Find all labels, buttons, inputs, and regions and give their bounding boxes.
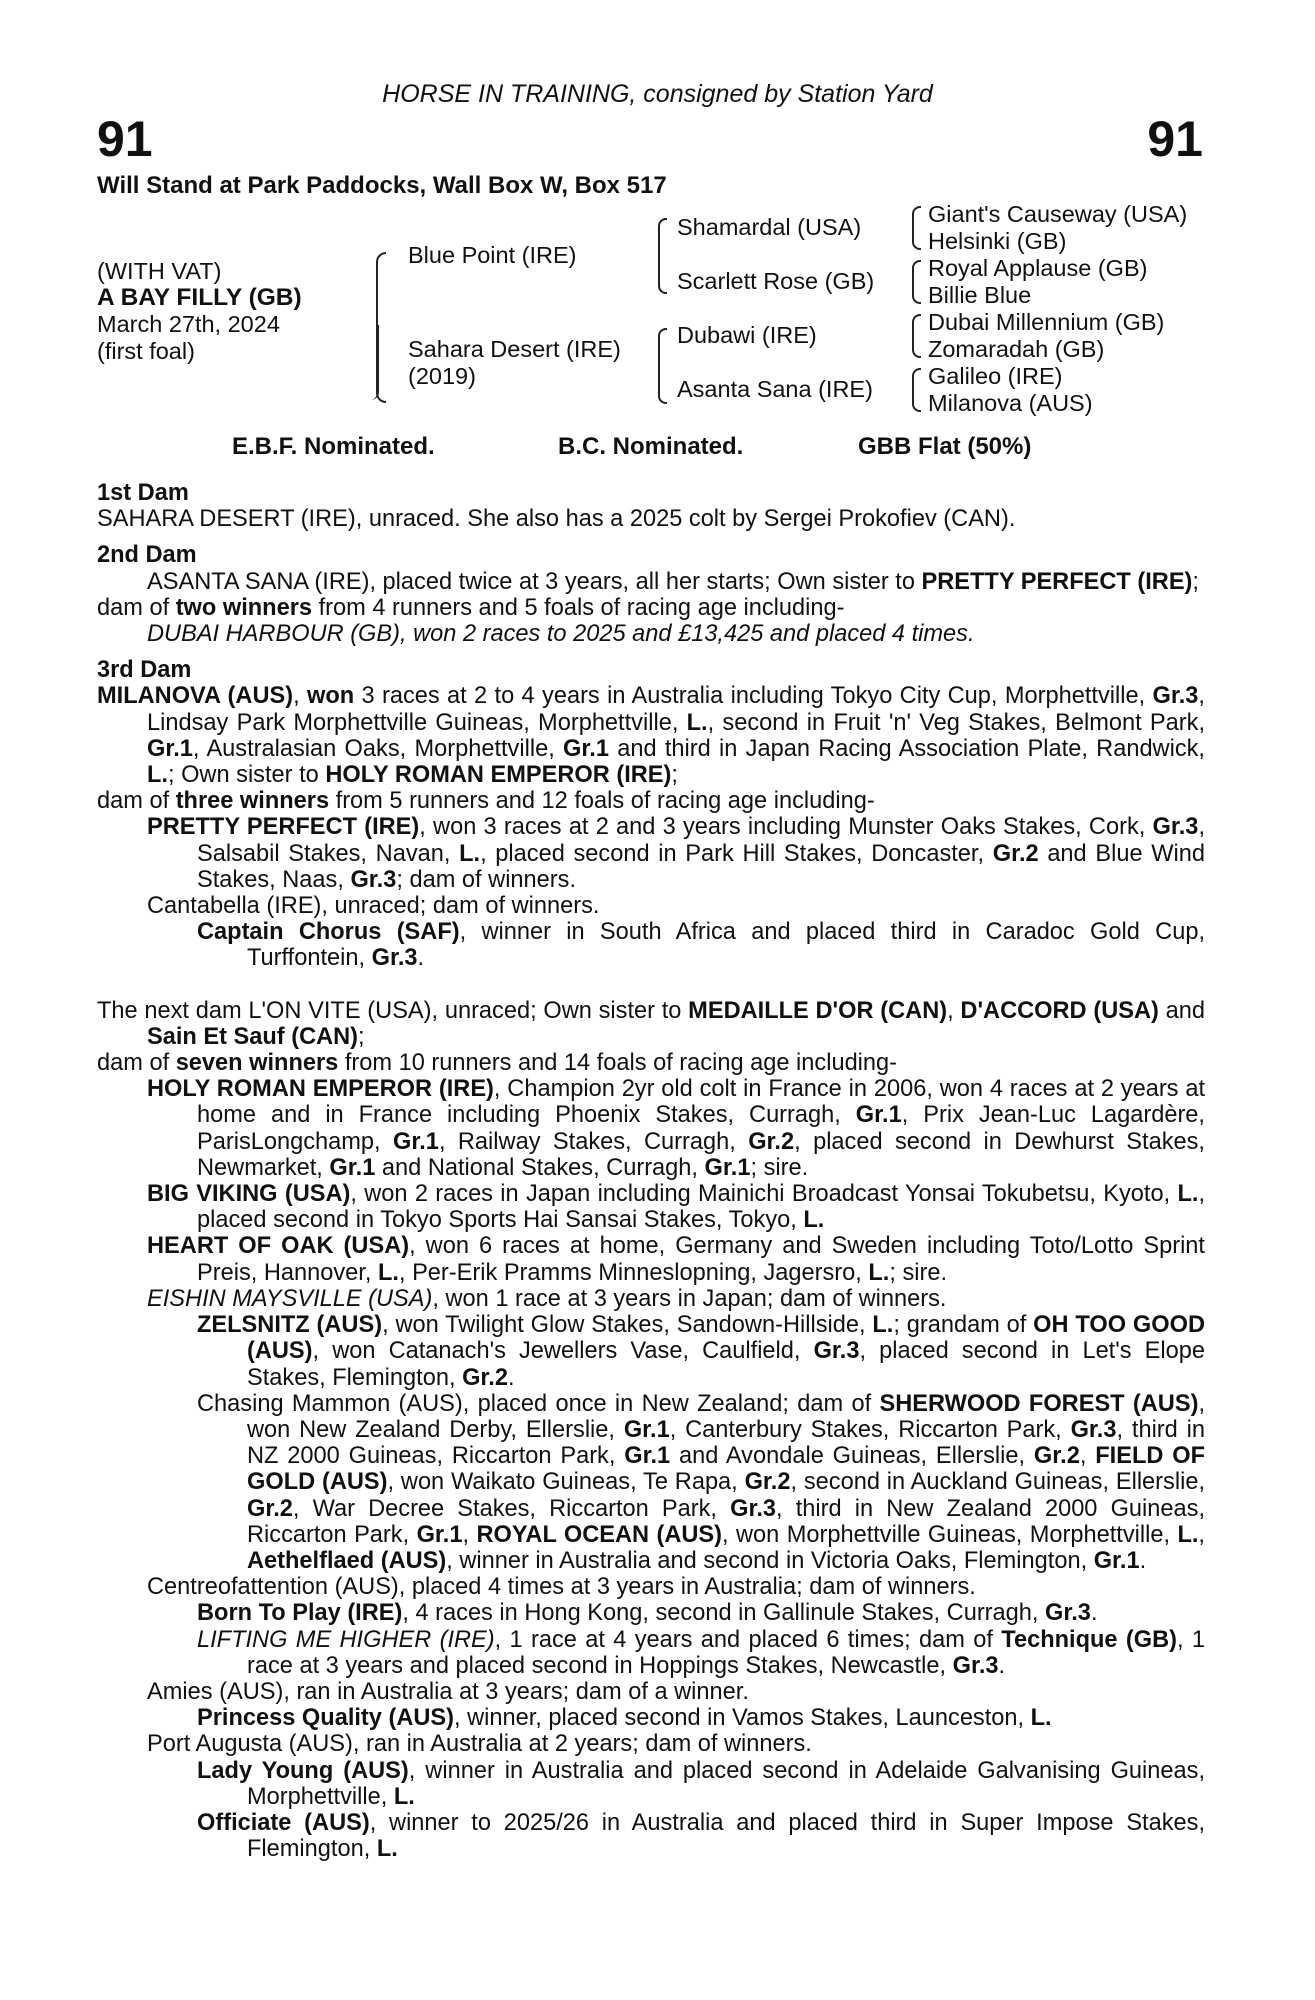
produce-dubai-harbour: DUBAI HARBOUR (GB), won 2 races to 2025 and £13,425 and placed 4 times.: [147, 621, 975, 648]
dam-dam: Asanta Sana (IRE): [677, 376, 873, 402]
second-dam-heading: 2nd Dam: [97, 542, 197, 569]
produce-port-augusta: Port Augusta (AUS), ran in Australia at 2 years; dam of winners.: [147, 1731, 812, 1758]
brace-gen1-bottom: [376, 326, 386, 403]
next-dam-text: The next dam L'ON VITE (USA), unraced; Own sister to MEDAILLE D'OR (CAN), D'ACCORD (USA) and Sain Et Sauf (CAN);: [97, 997, 1205, 1050]
dam-sire-sire: Dubai Millennium (GB): [928, 309, 1165, 335]
lot-number-right: 91: [1147, 111, 1203, 167]
dam: Sahara Desert (IRE): [408, 336, 621, 362]
produce-princess-quality: Princess Quality (AUS), winner, placed second in Vamos Stakes, Launceston, L.: [197, 1705, 1052, 1732]
produce-pretty-perfect: PRETTY PERFECT (IRE), won 3 races at 2 and 3 years including Munster Oaks Stakes, Cork, Gr.3, Salsabil Stakes, Navan, L., placed second in Park Hill Stakes, Doncaster, Gr.2 and Blue Wind Stakes, Naas, Gr.3; dam of winners.: [147, 814, 1205, 893]
produce-holy-roman-emperor: HOLY ROMAN EMPEROR (IRE), Champion 2yr old colt in France in 2006, won 4 races at 2 years at home and in France including Phoenix Stakes, Curragh, Gr.1, Prix Jean-Luc Lagardère, ParisLongchamp, Gr.1, Railway Stakes, Curragh, Gr.2, placed second in Dewhurst Stakes, Newmarket, Gr.1 and National Stakes, Curragh, Gr.1; sire.: [147, 1076, 1205, 1181]
produce-born-to-play: Born To Play (IRE), 4 races in Hong Kong, second in Gallinule Stakes, Curragh, Gr.3.: [197, 1600, 1098, 1627]
foal-note: (first foal): [97, 338, 195, 364]
dam-year: (2019): [408, 363, 476, 389]
brace-gen3-b: [912, 260, 921, 304]
produce-heart-of-oak: HEART OF OAK (USA), won 6 races at home, Germany and Sweden including Toto/Lotto Sprint Preis, Hannover, L., Per-Erik Pramms Minneslopning, Jagersro, L.; sire.: [147, 1233, 1205, 1286]
produce-big-viking: BIG VIKING (USA), won 2 races in Japan including Mainichi Broadcast Yonsai Tokubetsu, Kyoto, L., placed second in Tokyo Sports Hai Sansai Stakes, Tokyo, L.: [147, 1181, 1205, 1234]
catalogue-body: [97, 480, 1205, 1862]
foaling-date: March 27th, 2024: [97, 311, 280, 337]
stand-location: Will Stand at Park Paddocks, Wall Box W, Box 517: [97, 172, 667, 199]
produce-lifting-me-higher: LIFTING ME HIGHER (IRE), 1 race at 4 years and placed 6 times; dam of Technique (GB), 1 race at 3 years and placed second in Hoppings Stakes, Newcastle, Gr.3.: [197, 1626, 1205, 1679]
vat-note: (WITH VAT): [97, 258, 222, 284]
sire: Blue Point (IRE): [408, 242, 577, 268]
produce-eishin-maysville: EISHIN MAYSVILLE (USA), won 1 race at 3 years in Japan; dam of winners.: [147, 1285, 947, 1312]
brace-gen2-sire: [658, 218, 667, 294]
catalogue-header: HORSE IN TRAINING, consigned by Station Yard: [382, 80, 933, 108]
dam-sire: Dubawi (IRE): [677, 322, 817, 348]
produce-chasing-mammon: Chasing Mammon (AUS), placed once in New Zealand; dam of SHERWOOD FOREST (AUS), won New Zealand Derby, Ellerslie, Gr.1, Canterbury Stakes, Riccarton Park, Gr.3, third in NZ 2000 Guineas, Riccarton Park, Gr.1 and Avondale Guineas, Ellerslie, Gr.2, FIELD OF GOLD (AUS), won Waikato Guineas, Te Rapa, Gr.2, second in Auckland Guineas, Ellerslie, Gr.2, War Decree Stakes, Riccarton Park, Gr.3, third in New Zealand 2000 Guineas, Riccarton Park, Gr.1, ROYAL OCEAN (AUS), won Morphettville Guineas, Morphettville, L., Aethelflaed (AUS), winner in Australia and second in Victoria Oaks, Flemington, Gr.1.: [197, 1390, 1205, 1574]
brace-gen3-a: [912, 206, 921, 250]
brace-gen3-c: [912, 314, 921, 358]
sire-sire-sire: Giant's Causeway (USA): [928, 201, 1188, 227]
third-dam-heading: 3rd Dam: [97, 657, 192, 684]
second-dam-produce: dam of two winners from 4 runners and 5 foals of racing age including-: [97, 594, 845, 621]
third-dam-produce: dam of three winners from 5 runners and 12 foals of racing age including-: [97, 788, 875, 815]
sire-dam: Scarlett Rose (GB): [677, 268, 875, 294]
gbb-flat: GBB Flat (50%): [858, 433, 1032, 460]
first-dam-text: SAHARA DESERT (IRE), unraced. She also has a 2025 colt by Sergei Prokofiev (CAN).: [97, 506, 1016, 533]
ebf-nomination: E.B.F. Nominated.: [232, 433, 435, 460]
sire-dam-sire: Royal Applause (GB): [928, 255, 1148, 281]
second-dam-text: ASANTA SANA (IRE), placed twice at 3 years, all her starts; Own sister to PRETTY PERFECT (IRE);: [147, 568, 1199, 595]
sire-sire: Shamardal (USA): [677, 214, 862, 240]
produce-centreofattention: Centreofattention (AUS), placed 4 times at 3 years in Australia; dam of winners.: [147, 1574, 976, 1601]
produce-zelsnitz: ZELSNITZ (AUS), won Twilight Glow Stakes, Sandown-Hillside, L.; grandam of OH TOO GOOD (AUS), won Catanach's Jewellers Vase, Caulfield, Gr.3, placed second in Let's Elope Stakes, Flemington, Gr.2.: [197, 1312, 1205, 1391]
brace-gen2-dam: [658, 328, 667, 404]
horse-name: A BAY FILLY (GB): [97, 284, 302, 311]
dam-dam-dam: Milanova (AUS): [928, 390, 1093, 416]
produce-lady-young: Lady Young (AUS), winner in Australia and placed second in Adelaide Galvanising Guineas, Morphettville, L.: [197, 1757, 1205, 1810]
next-dam-produce: dam of seven winners from 10 runners and 14 foals of racing age including-: [97, 1050, 898, 1077]
first-dam-heading: 1st Dam: [97, 480, 189, 506]
produce-cantabella: Cantabella (IRE), unraced; dam of winners.: [147, 893, 600, 920]
sire-sire-dam: Helsinki (GB): [928, 228, 1067, 254]
third-dam-text: MILANOVA (AUS), won 3 races at 2 to 4 years in Australia including Tokyo City Cup, Morphettville, Gr.3, Lindsay Park Morphettville Guineas, Morphettville, L., second in Fruit 'n' Veg Stakes, Belmont Park, Gr.1, Australasian Oaks, Morphettville, Gr.1 and third in Japan Racing Association Plate, Randwick, L.; Own sister to HOLY ROMAN EMPEROR (IRE);: [97, 683, 1205, 789]
sire-dam-dam: Billie Blue: [928, 282, 1032, 308]
dam-dam-sire: Galileo (IRE): [928, 363, 1063, 389]
brace-gen3-d: [912, 368, 921, 412]
lot-number-left: 91: [97, 111, 153, 167]
brace-gen1-top: [376, 252, 386, 329]
produce-captain-chorus: Captain Chorus (SAF), winner in South Africa and placed third in Caradoc Gold Cup, Turffontein, Gr.3.: [197, 919, 1206, 972]
produce-amies: Amies (AUS), ran in Australia at 3 years; dam of a winner.: [147, 1678, 749, 1705]
dam-sire-dam: Zomaradah (GB): [928, 336, 1105, 362]
produce-officiate: Officiate (AUS), winner to 2025/26 in Australia and placed third in Super Impose Stakes, Flemington, L.: [197, 1809, 1206, 1863]
bc-nomination: B.C. Nominated.: [558, 433, 744, 460]
